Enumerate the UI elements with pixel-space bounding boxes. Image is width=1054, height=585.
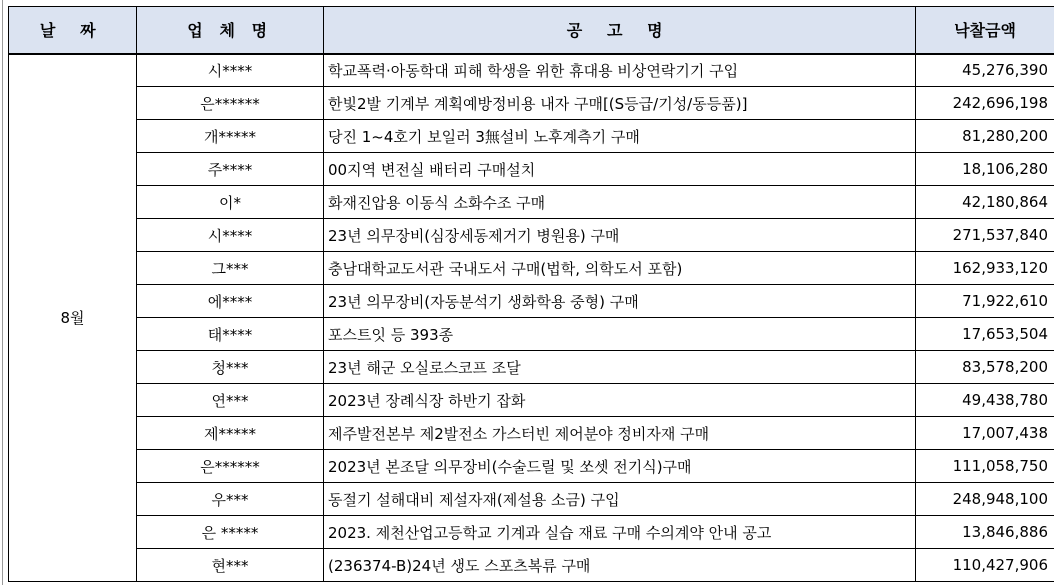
table-row — [9, 417, 1054, 450]
cell-title[interactable]: 2023. 제천산업고등학교 기계과 실습 재료 구매 수의계약 안내 공고 — [324, 516, 916, 549]
table-row — [9, 153, 1054, 186]
cell-amount[interactable]: 42,180,864 — [916, 186, 1054, 219]
table-row — [9, 450, 1054, 483]
table-row — [9, 252, 1054, 285]
table-row — [9, 219, 1054, 252]
table-body — [9, 54, 1054, 582]
cell-title[interactable]: 2023년 장례식장 하반기 잡화 — [324, 384, 916, 417]
cell-amount[interactable]: 83,578,200 — [916, 351, 1054, 384]
cell-company[interactable]: 연*** — [137, 384, 324, 417]
cell-company[interactable]: 은 ***** — [137, 516, 324, 549]
table-row — [9, 384, 1054, 417]
header-row — [9, 7, 1054, 54]
cell-company[interactable]: 은****** — [137, 87, 324, 120]
cell-amount[interactable]: 248,948,100 — [916, 483, 1054, 516]
header-date[interactable]: 날 짜 — [9, 7, 137, 54]
table-row — [9, 351, 1054, 384]
cell-amount[interactable]: 13,846,886 — [916, 516, 1054, 549]
header-company[interactable]: 업 체 명 — [137, 7, 324, 54]
table-row — [9, 285, 1054, 318]
cell-company[interactable]: 주**** — [137, 153, 324, 186]
cell-title[interactable]: 제주발전본부 제2발전소 가스터빈 제어분야 정비자재 구매 — [324, 417, 916, 450]
cell-company[interactable]: 제***** — [137, 417, 324, 450]
cell-title[interactable]: 23년 의무장비(심장세동제거기 병원용) 구매 — [324, 219, 916, 252]
cell-title[interactable]: (236374-B)24년 생도 스포츠복류 구매 — [324, 549, 916, 582]
cell-company[interactable]: 시**** — [137, 219, 324, 252]
cell-amount[interactable]: 110,427,906 — [916, 549, 1054, 582]
cell-amount[interactable]: 45,276,390 — [916, 54, 1054, 87]
table-row — [9, 54, 1054, 87]
cell-company[interactable]: 태**** — [137, 318, 324, 351]
table-row — [9, 549, 1054, 582]
cell-amount[interactable]: 242,696,198 — [916, 87, 1054, 120]
cell-company[interactable]: 에**** — [137, 285, 324, 318]
cell-amount[interactable]: 71,922,610 — [916, 285, 1054, 318]
cell-amount[interactable]: 18,106,280 — [916, 153, 1054, 186]
cell-amount[interactable]: 81,280,200 — [916, 120, 1054, 153]
cell-title[interactable]: 00지역 변전실 배터리 구매설치 — [324, 153, 916, 186]
cell-amount[interactable]: 111,058,750 — [916, 450, 1054, 483]
cell-company[interactable]: 시**** — [137, 54, 324, 87]
sheet-left-border — [2, 0, 3, 585]
cell-month[interactable]: 8월 — [9, 54, 137, 582]
cell-amount[interactable]: 49,438,780 — [916, 384, 1054, 417]
cell-company[interactable]: 청*** — [137, 351, 324, 384]
table-row — [9, 186, 1054, 219]
cell-title[interactable]: 화재진압용 이동식 소화수조 구매 — [324, 186, 916, 219]
table-row — [9, 87, 1054, 120]
table-row — [9, 318, 1054, 351]
cell-amount[interactable]: 162,933,120 — [916, 252, 1054, 285]
cell-title[interactable]: 23년 해군 오실로스코프 조달 — [324, 351, 916, 384]
cell-company[interactable]: 우*** — [137, 483, 324, 516]
cell-title[interactable]: 한빛2발 기계부 계획예방정비용 내자 구매[(S등급/기성/동등품)] — [324, 87, 916, 120]
cell-title[interactable]: 포스트잇 등 393종 — [324, 318, 916, 351]
bid-results-table — [8, 6, 1054, 582]
cell-company[interactable]: 현*** — [137, 549, 324, 582]
cell-amount[interactable]: 271,537,840 — [916, 219, 1054, 252]
table-row — [9, 120, 1054, 153]
cell-company[interactable]: 은****** — [137, 450, 324, 483]
table-row — [9, 516, 1054, 549]
cell-company[interactable]: 이* — [137, 186, 324, 219]
cell-title[interactable]: 동절기 설해대비 제설자재(제설용 소금) 구입 — [324, 483, 916, 516]
header-title[interactable]: 공 고 명 — [324, 7, 916, 54]
header-amount[interactable]: 낙찰금액 — [916, 7, 1054, 54]
cell-company[interactable]: 그*** — [137, 252, 324, 285]
cell-title[interactable]: 학교폭력·아동학대 피해 학생을 위한 휴대용 비상연락기기 구입 — [324, 54, 916, 87]
cell-title[interactable]: 23년 의무장비(자동분석기 생화학용 중형) 구매 — [324, 285, 916, 318]
cell-title[interactable]: 충남대학교도서관 국내도서 구매(법학, 의학도서 포함) — [324, 252, 916, 285]
cell-title[interactable]: 당진 1~4호기 보일러 3無설비 노후계측기 구매 — [324, 120, 916, 153]
cell-title[interactable]: 2023년 본조달 의무장비(수술드릴 및 쏘셋 전기식)구매 — [324, 450, 916, 483]
cell-amount[interactable]: 17,007,438 — [916, 417, 1054, 450]
cell-amount[interactable]: 17,653,504 — [916, 318, 1054, 351]
table-row — [9, 483, 1054, 516]
cell-company[interactable]: 개***** — [137, 120, 324, 153]
